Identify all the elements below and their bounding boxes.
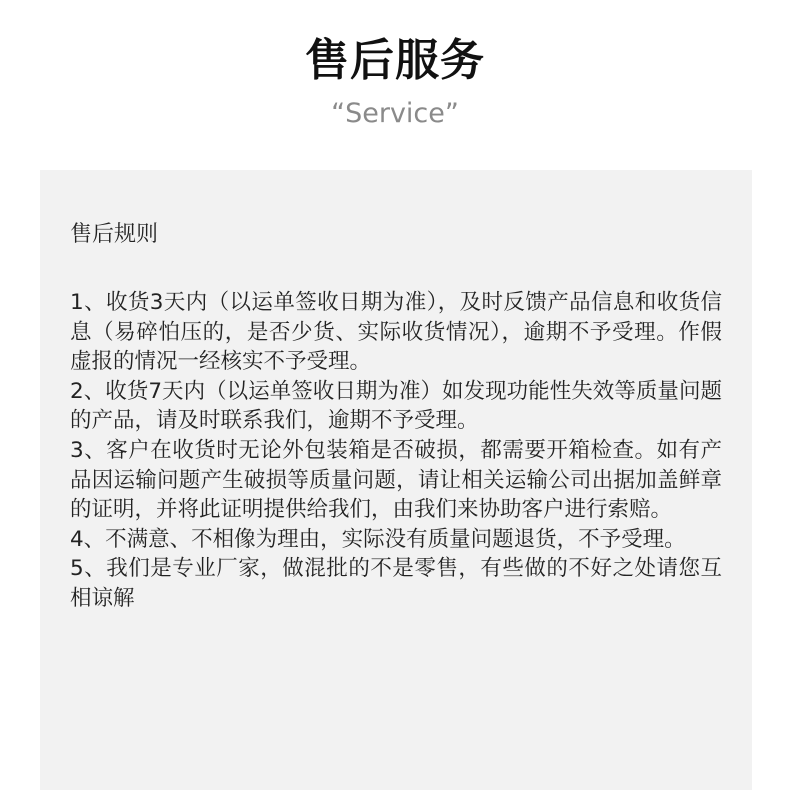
- rule-item-4: 4、不满意、不相像为理由，实际没有质量问题退货，不予受理。: [70, 526, 686, 552]
- rule-item-2: 2、收货7天内（以运单签收日期为准）如发现功能性失效等质量问题的产品，请及时联系我们，逾期不予受理。: [70, 378, 722, 434]
- rule-item-3: 3、客户在收货时无论外包装箱是否破损，都需要开箱检查。如有产品因运输问题产生破损等质量问题，请让相关运输公司出据加盖鲜章的证明，并将此证明提供给我们，由我们来协助客户进行索赔。: [70, 437, 722, 523]
- rules-list: [70, 288, 722, 614]
- rule-item-1: 1、收货3天内（以运单签收日期为准），及时反馈产品信息和收货信息（易碎怕压的，是否少货、实际收货情况），逾期不予受理。作假虚报的情况一经核实不予受理。: [70, 290, 722, 375]
- rule-item-5: 5、我们是专业厂家，做混批的不是零售，有些做的不好之处请您互相谅解: [70, 556, 722, 611]
- rules-card: [40, 170, 752, 790]
- page-title: 售后服务: [305, 35, 485, 86]
- page-subtitle: “Service”: [331, 98, 459, 129]
- rules-heading: 售后规则: [70, 222, 159, 247]
